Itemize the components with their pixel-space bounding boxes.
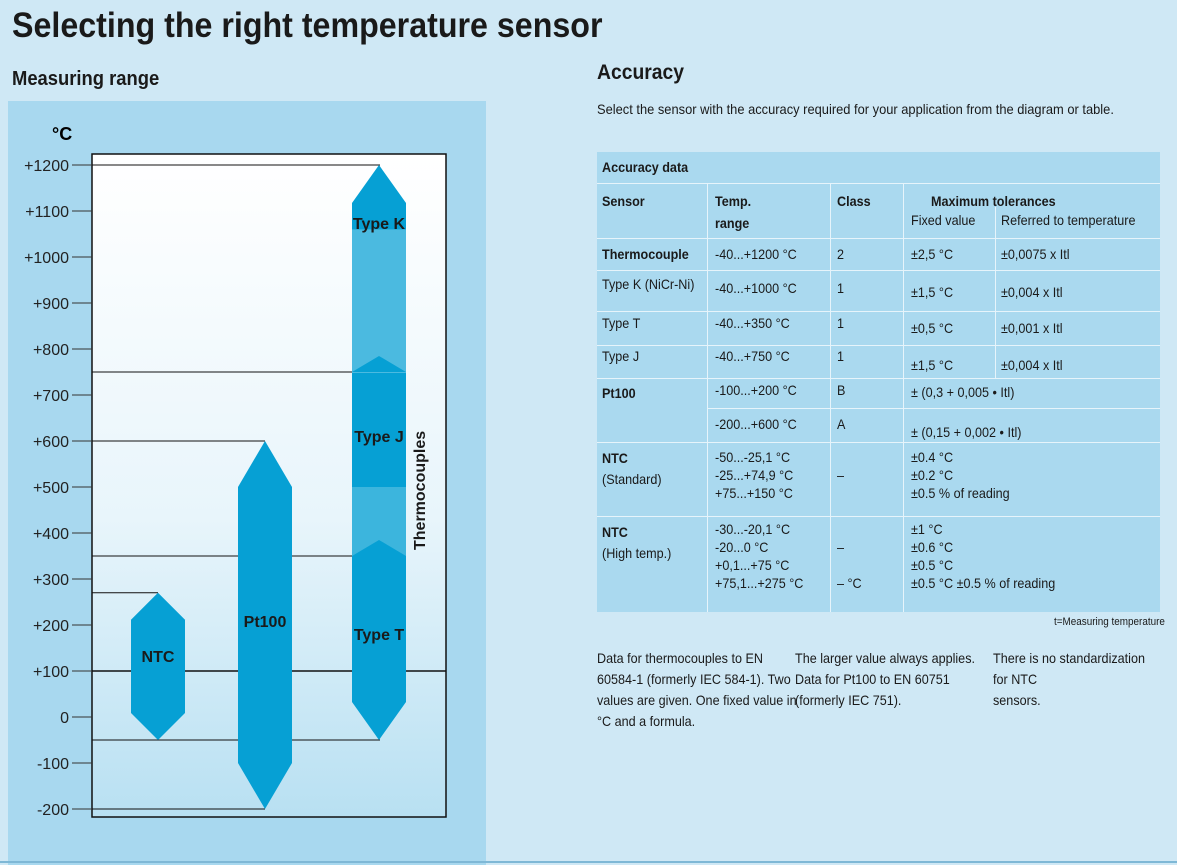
row-ntc-high-range: +75,1...+275 °C	[715, 575, 804, 591]
accuracy-intro: Select the sensor with the accuracy required for your application from the diagram or table.	[597, 101, 1114, 117]
table-divider	[707, 183, 708, 612]
table-divider	[597, 378, 1160, 379]
row-type-j-range: -40...+750 °C	[715, 348, 790, 364]
row-pt100-range-b: -100...+200 °C	[715, 382, 797, 398]
row-pt100-tol-b: ± (0,3 + 0,005 • Itl)	[911, 384, 1015, 400]
table-footnote: t=Measuring temperature	[1054, 616, 1165, 628]
header-range: range	[715, 215, 750, 231]
thermocouples-label: Thermocouples	[412, 430, 429, 550]
row-ntc-range: -25...+74,9 °C	[715, 467, 794, 483]
bottom-rule	[0, 861, 1177, 863]
row-type-t-label: Type T	[602, 315, 641, 331]
ntc-range-bar	[131, 593, 185, 740]
row-thermocouple-ref: ±0,0075 x Itl	[1001, 246, 1070, 262]
table-divider	[597, 183, 1160, 184]
page-title: Selecting the right temperature sensor	[12, 6, 603, 45]
row-ntc-range: +75...+150 °C	[715, 485, 793, 501]
type-t-bar-label: Type T	[353, 627, 405, 644]
measuring-range-heading: Measuring range	[12, 68, 160, 90]
table-divider	[597, 442, 1160, 443]
table-caption: Accuracy data	[602, 159, 689, 175]
row-thermocouple-fixed: ±2,5 °C	[911, 246, 954, 262]
row-pt100-class-b: B	[837, 382, 846, 398]
header-fixed-value: Fixed value	[911, 212, 976, 228]
row-type-k-ref: ±0,004 x Itl	[1001, 284, 1063, 300]
row-ntc-high-label: NTC	[602, 524, 628, 540]
row-ntc-high-tol: ±0.5 °C	[911, 557, 954, 573]
row-pt100-range-a: -200...+600 °C	[715, 416, 797, 432]
pt100-bar-label: Pt100	[243, 614, 287, 631]
table-divider	[830, 183, 831, 612]
table-divider	[597, 311, 1160, 312]
row-type-j-label: Type J	[602, 348, 640, 364]
y-tick-label: -100	[36, 756, 69, 773]
row-ntc-high-tol: ±0.5 °C ±0.5 % of reading	[911, 575, 1056, 591]
header-temp: Temp.	[715, 193, 752, 209]
y-tick-label: +1000	[24, 250, 69, 267]
row-type-k-fixed: ±1,5 °C	[911, 284, 954, 300]
row-ntc-high-class: –	[837, 539, 845, 555]
row-ntc-tol: ±0.2 °C	[911, 467, 954, 483]
header-max-tolerances: Maximum tolerances	[931, 193, 1056, 209]
row-pt100-label: Pt100	[602, 385, 636, 401]
row-ntc-high-range: +0,1...+75 °C	[715, 557, 790, 573]
table-divider	[903, 183, 904, 612]
y-tick-label: +400	[32, 526, 69, 543]
note-line: Data for Pt100 to EN 60751	[795, 671, 950, 687]
header-referred: Referred to temperature	[1001, 212, 1136, 228]
row-thermocouple-range: -40...+1200 °C	[715, 246, 797, 262]
y-tick-label: +200	[32, 618, 69, 635]
y-tick-label: -200	[36, 802, 69, 819]
table-divider	[995, 207, 996, 378]
y-tick-label: 0	[60, 710, 69, 727]
note-line: Data for thermocouples to EN	[597, 650, 763, 666]
row-type-t-ref: ±0,001 x Itl	[1001, 320, 1063, 336]
type-k-bar-label: Type K	[352, 216, 406, 233]
row-ntc-range: -50...-25,1 °C	[715, 449, 791, 465]
row-type-t-range: -40...+350 °C	[715, 315, 790, 331]
row-ntc-sub: (Standard)	[602, 471, 662, 487]
row-type-j-class: 1	[837, 348, 845, 364]
row-ntc-class: –	[837, 467, 845, 483]
row-ntc-tol: ±0.4 °C	[911, 449, 954, 465]
table-divider	[597, 345, 1160, 346]
table-divider	[597, 238, 1160, 239]
y-tick-label: +500	[32, 480, 69, 497]
note-line: values are given. One fixed value in	[597, 692, 797, 708]
table-divider	[597, 516, 1160, 517]
y-tick-label: +800	[32, 342, 69, 359]
row-type-k-range: -40...+1000 °C	[715, 280, 797, 296]
y-tick-label: +1100	[25, 204, 69, 221]
row-ntc-tol: ±0.5 % of reading	[911, 485, 1010, 501]
accuracy-table	[597, 152, 1160, 612]
row-type-t-class: 1	[837, 315, 845, 331]
ntc-bar-label: NTC	[141, 649, 175, 666]
table-divider	[707, 408, 1160, 409]
row-type-k-label: Type K (NiCr-Ni)	[602, 276, 695, 292]
type-j-bar-label: Type J	[354, 429, 404, 446]
y-tick-label: +900	[32, 296, 69, 313]
note-line: sensors.	[993, 692, 1041, 708]
header-class: Class	[837, 193, 871, 209]
row-thermocouple-class: 2	[837, 246, 845, 262]
row-ntc-high-sub: (High temp.)	[602, 545, 672, 561]
type-t-range-bar	[352, 556, 406, 740]
row-thermocouple-label: Thermocouple	[602, 246, 689, 262]
type-k-fade	[352, 229, 406, 373]
note-pt100	[795, 648, 975, 711]
y-tick-label: +300	[32, 572, 69, 589]
y-tick-label: +700	[32, 388, 69, 405]
y-unit-label: °C	[52, 124, 73, 144]
y-tick-label: +1200	[24, 158, 69, 175]
note-line: The larger value always applies.	[795, 650, 975, 666]
row-pt100-tol-a: ± (0,15 + 0,002 • Itl)	[911, 424, 1022, 440]
note-ntc	[993, 648, 1159, 711]
row-ntc-high-tol: ±0.6 °C	[911, 539, 954, 555]
note-thermocouples	[597, 648, 797, 732]
y-tick-label: +100	[32, 664, 69, 681]
row-pt100-class-a: A	[837, 416, 846, 432]
row-type-k-class: 1	[837, 280, 845, 296]
row-type-j-fixed: ±1,5 °C	[911, 357, 954, 373]
y-tick-label: +600	[32, 434, 69, 451]
row-ntc-high-range: -20...0 °C	[715, 539, 769, 555]
accuracy-heading: Accuracy	[597, 61, 684, 84]
row-ntc-high-tol: ±1 °C	[911, 521, 943, 537]
row-ntc-high-class: – °C	[837, 575, 862, 591]
note-line: °C and a formula.	[597, 713, 696, 729]
note-line: 60584-1 (formerly IEC 584-1). Two	[597, 671, 791, 687]
header-sensor: Sensor	[602, 193, 645, 209]
row-ntc-high-range: -30...-20,1 °C	[715, 521, 791, 537]
note-line: (formerly IEC 751).	[795, 692, 902, 708]
note-line: There is no standardization for NTC	[993, 650, 1145, 687]
row-ntc-label: NTC	[602, 450, 628, 466]
row-type-t-fixed: ±0,5 °C	[911, 320, 954, 336]
table-divider	[597, 270, 1160, 271]
row-type-j-ref: ±0,004 x Itl	[1001, 357, 1063, 373]
